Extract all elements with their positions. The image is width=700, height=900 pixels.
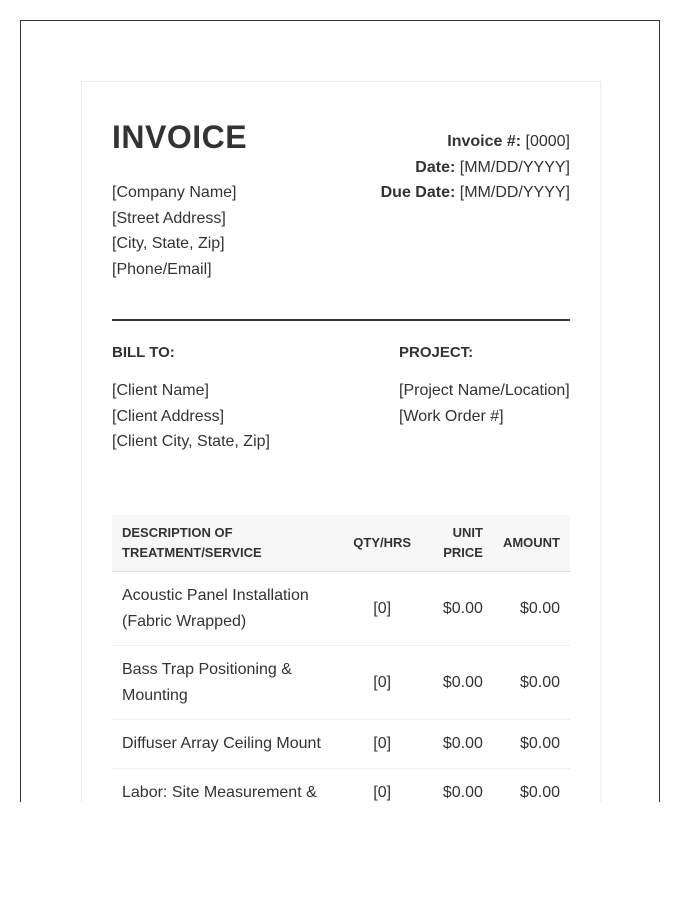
row-qty: [0] bbox=[342, 646, 422, 720]
table-row bbox=[112, 768, 570, 802]
due-date-row bbox=[381, 180, 570, 206]
company-contact: [Phone/Email] bbox=[112, 260, 212, 278]
company-name: [Company Name] bbox=[112, 184, 237, 201]
company-city: [City, State, Zip] bbox=[112, 235, 225, 252]
invoice-number-label: Invoice #: bbox=[447, 133, 522, 150]
row-unit-price: $0.00 bbox=[422, 720, 493, 769]
work-order: [Work Order #] bbox=[399, 407, 504, 425]
header-divider bbox=[112, 319, 570, 321]
row-unit-price: $0.00 bbox=[422, 768, 493, 802]
client-address: [Client Address] bbox=[112, 407, 225, 425]
company-info bbox=[112, 180, 237, 282]
row-amount: $0.00 bbox=[493, 572, 570, 646]
bill-to-heading: BILL TO: bbox=[112, 344, 175, 361]
row-qty: [0] bbox=[342, 768, 422, 802]
header-qty: QTY/HRS bbox=[342, 515, 422, 572]
project-name: [Project Name/Location] bbox=[399, 382, 570, 399]
invoice-date-value: [MM/DD/YYYY] bbox=[459, 158, 570, 176]
invoice-meta bbox=[381, 129, 570, 206]
table-row bbox=[112, 646, 570, 720]
invoice-number-row bbox=[381, 129, 570, 155]
row-qty: [0] bbox=[342, 720, 422, 769]
row-amount: $0.00 bbox=[493, 768, 570, 802]
row-description: Labor: Site Measurement & bbox=[112, 768, 342, 802]
header-amount: AMOUNT bbox=[493, 515, 570, 572]
row-description: Acoustic Panel Installation (Fabric Wrapped) bbox=[112, 572, 342, 646]
invoice-date-row bbox=[381, 155, 570, 181]
invoice-title: INVOICE bbox=[112, 119, 248, 155]
due-date-label: Due Date: bbox=[380, 184, 456, 201]
company-street: [Street Address] bbox=[112, 209, 226, 227]
header-unit-price: UNIT PRICE bbox=[422, 515, 493, 572]
due-date-value: [MM/DD/YYYY] bbox=[459, 184, 570, 201]
row-unit-price: $0.00 bbox=[422, 646, 493, 720]
client-name: [Client Name] bbox=[112, 382, 209, 399]
table-row bbox=[112, 572, 570, 646]
row-description: Bass Trap Positioning & Mounting bbox=[112, 646, 342, 720]
row-description: Diffuser Array Ceiling Mount bbox=[112, 720, 342, 769]
project-heading: PROJECT: bbox=[399, 344, 474, 361]
invoice-page bbox=[81, 81, 601, 802]
document-frame bbox=[20, 20, 660, 802]
row-amount: $0.00 bbox=[493, 646, 570, 720]
row-unit-price: $0.00 bbox=[422, 572, 493, 646]
row-amount: $0.00 bbox=[493, 720, 570, 769]
client-city: [Client City, State, Zip] bbox=[112, 433, 270, 450]
table-header-row bbox=[112, 515, 570, 572]
invoice-number-value: [0000] bbox=[525, 133, 570, 150]
invoice-date-label: Date: bbox=[415, 158, 456, 176]
header-description: DESCRIPTION OF TREATMENT/SERVICE bbox=[112, 515, 342, 572]
bill-to-section bbox=[112, 343, 270, 455]
project-section bbox=[399, 343, 570, 429]
row-qty: [0] bbox=[342, 572, 422, 646]
table-row bbox=[112, 720, 570, 769]
line-items-table bbox=[112, 515, 570, 802]
